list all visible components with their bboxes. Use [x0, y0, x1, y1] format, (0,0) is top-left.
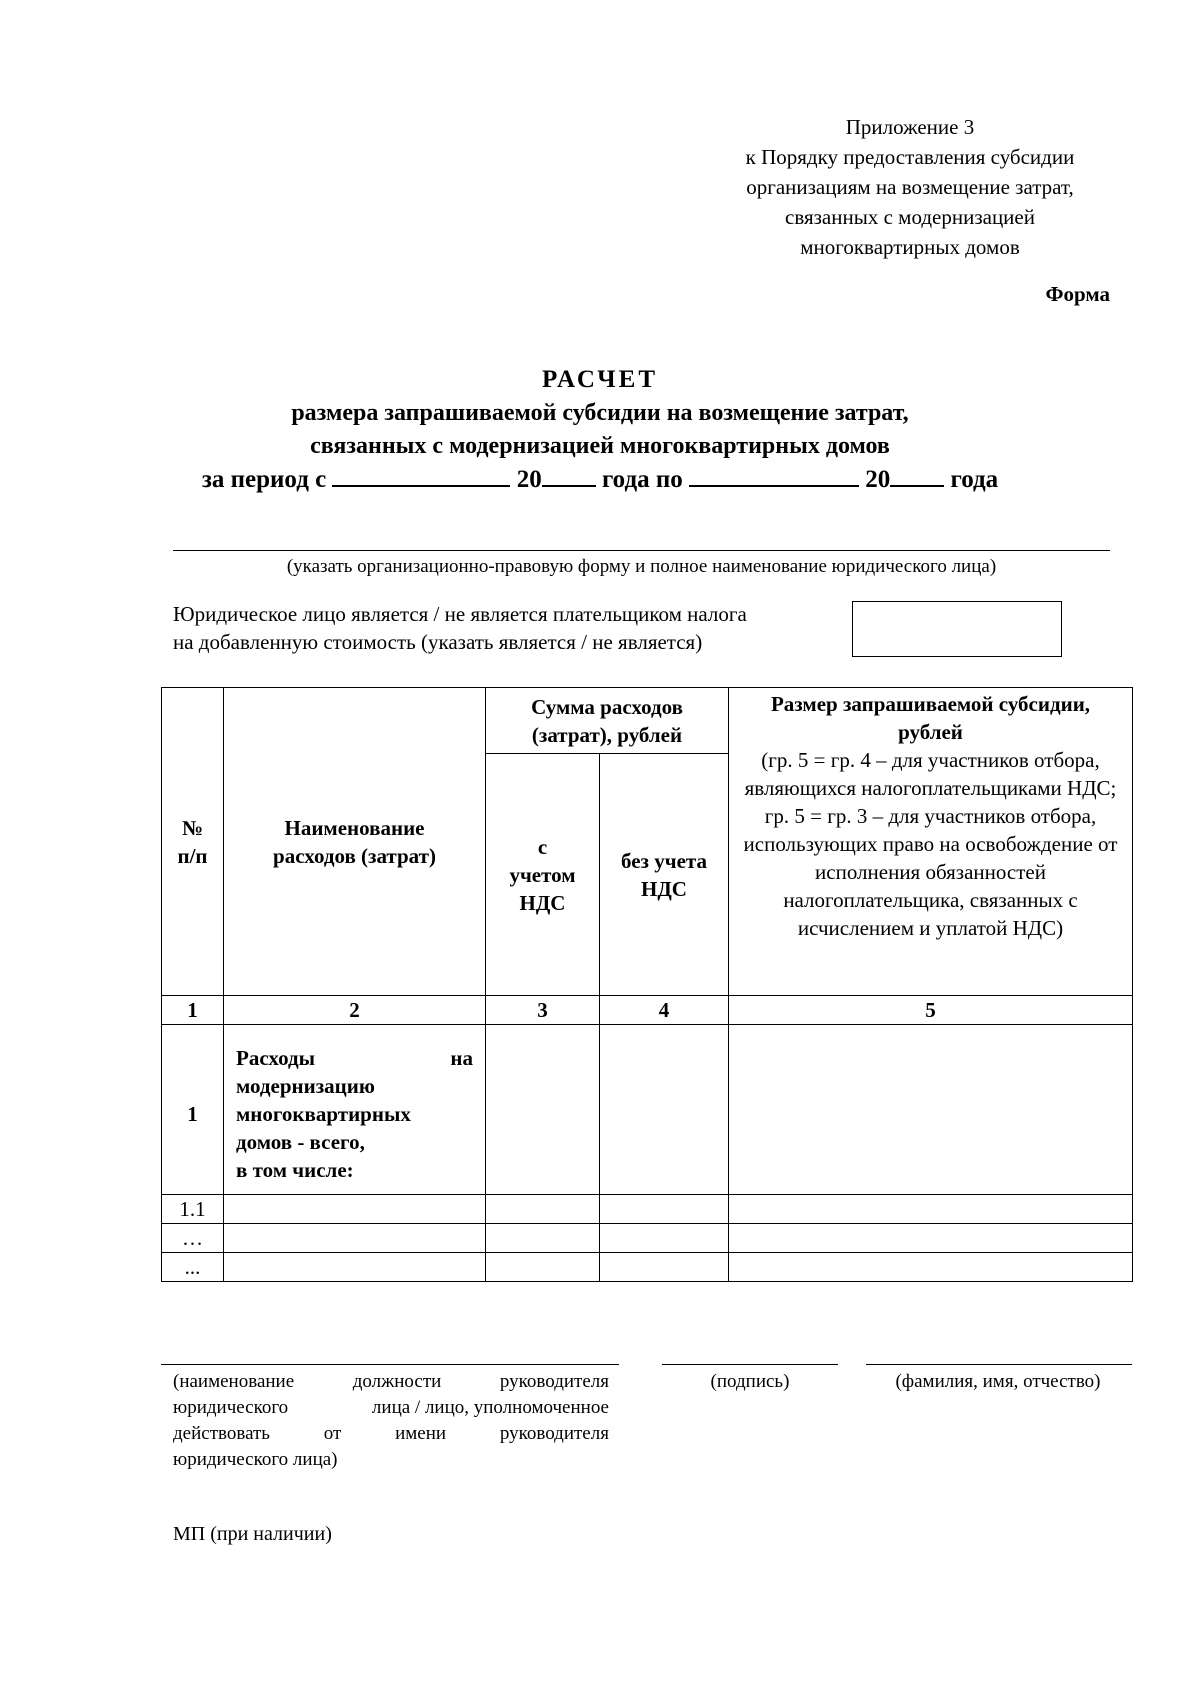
- header-sum-group: Сумма расходов (затрат), рублей: [486, 688, 729, 754]
- header-num: № п/п: [162, 688, 224, 996]
- row-num: ...: [162, 1253, 224, 1282]
- fio-line[interactable]: [866, 1364, 1132, 1365]
- period-middle: года по: [601, 466, 683, 493]
- title-line-2: размера запрашиваемой субсидии на возмещение затрат,: [291, 400, 909, 426]
- cell-without-vat[interactable]: [600, 1195, 729, 1224]
- position-caption: [173, 1369, 609, 1473]
- nds-statement-line: на добавленную стоимость (указать является / не является): [173, 630, 703, 654]
- table-row: [162, 1025, 1133, 1195]
- year-prefix-2: 20: [865, 466, 891, 493]
- title-line-3: связанных с модернизацией многоквартирных домов: [310, 433, 890, 459]
- table-row: [162, 1253, 1133, 1282]
- position-line[interactable]: [161, 1364, 619, 1365]
- appendix-line: многоквартирных домов: [800, 235, 1020, 259]
- form-label: Форма: [1045, 282, 1110, 306]
- row-name-line: многоквартирных: [236, 1101, 411, 1126]
- row-name-line: домов - всего,: [236, 1129, 365, 1154]
- cell-with-vat[interactable]: [486, 1025, 600, 1195]
- appendix-line: Приложение 3: [845, 115, 975, 139]
- end-date-blank[interactable]: [689, 463, 859, 487]
- nds-status-box[interactable]: [852, 601, 1062, 657]
- start-date-blank[interactable]: [332, 463, 510, 487]
- subsidy-calculation-table: [161, 687, 1133, 1282]
- position-caption-line: действовать от имени руководителя: [173, 1423, 609, 1444]
- appendix-block: [700, 112, 1120, 262]
- cell-without-vat[interactable]: [600, 1025, 729, 1195]
- column-number: 1: [162, 996, 224, 1025]
- nds-statement: [173, 600, 747, 656]
- end-year-blank[interactable]: [890, 463, 944, 487]
- header-subsidy: [729, 688, 1133, 996]
- column-number: 2: [224, 996, 486, 1025]
- appendix-line: связанных с модернизацией: [785, 205, 1035, 229]
- header-subsidy-note: (гр. 5 = гр. 4 – для участников отбора, являющихся налогоплательщиками НДС; гр. 5 = гр. 3 – для участников отбора, использующих право на освобождение от исполнения обязанностей налогоплательщика, связанных с исчислением и уплатой НДС): [743, 748, 1118, 940]
- period-suffix: года: [950, 466, 999, 493]
- header-name: Наименование расходов (затрат): [224, 688, 486, 996]
- position-caption-line: юридического лица): [173, 1449, 338, 1470]
- stamp-label: МП (при наличии): [173, 1523, 332, 1545]
- cell-subsidy[interactable]: [729, 1224, 1133, 1253]
- cell-with-vat[interactable]: [486, 1253, 600, 1282]
- org-name-line[interactable]: [173, 550, 1110, 551]
- table-row: [162, 1195, 1133, 1224]
- appendix-line: к Порядку предоставления субсидии: [745, 145, 1075, 169]
- period-line: [0, 463, 1200, 494]
- column-number: 3: [486, 996, 600, 1025]
- row-name: [224, 1025, 486, 1195]
- cell-without-vat[interactable]: [600, 1253, 729, 1282]
- position-caption-line: (наименование должности руководителя: [173, 1371, 609, 1392]
- table-row: [162, 1224, 1133, 1253]
- row-num: …: [162, 1224, 224, 1253]
- year-prefix-1: 20: [516, 466, 542, 493]
- start-year-blank[interactable]: [542, 463, 596, 487]
- cell-subsidy[interactable]: [729, 1195, 1133, 1224]
- cell-with-vat[interactable]: [486, 1195, 600, 1224]
- header-subsidy-title: Размер запрашиваемой субсидии, рублей: [770, 692, 1091, 744]
- row-name-line: модернизацию: [236, 1073, 375, 1098]
- cell-subsidy[interactable]: [729, 1253, 1133, 1282]
- nds-statement-line: Юридическое лицо является / не является плательщиком налога: [173, 602, 747, 626]
- row-num: 1: [162, 1025, 224, 1195]
- fio-caption: (фамилия, имя, отчество): [895, 1371, 1101, 1392]
- org-caption: (указать организационно-правовую форму и полное наименование юридического лица): [286, 556, 997, 577]
- position-caption-line: юридического лица / лицо, уполномоченное: [173, 1397, 609, 1418]
- signature-caption: (подпись): [710, 1371, 790, 1392]
- cell-without-vat[interactable]: [600, 1224, 729, 1253]
- column-number: 4: [600, 996, 729, 1025]
- row-num: 1.1: [162, 1195, 224, 1224]
- cell-name[interactable]: [224, 1224, 486, 1253]
- row-name-line: в том числе:: [236, 1157, 354, 1182]
- cell-name[interactable]: [224, 1253, 486, 1282]
- cell-with-vat[interactable]: [486, 1224, 600, 1253]
- header-without-vat: без учета НДС: [600, 754, 729, 996]
- column-number: 5: [729, 996, 1133, 1025]
- cell-subsidy[interactable]: [729, 1025, 1133, 1195]
- appendix-line: организациям на возмещение затрат,: [746, 175, 1074, 199]
- header-with-vat: с учетом НДС: [486, 754, 600, 996]
- row-name-word: на: [450, 1045, 473, 1070]
- row-name-word: Расходы: [236, 1045, 315, 1070]
- document-title: РАСЧЕТ: [541, 366, 658, 393]
- cell-name[interactable]: [224, 1195, 486, 1224]
- period-prefix: за период с: [201, 466, 327, 493]
- signature-line[interactable]: [662, 1364, 838, 1365]
